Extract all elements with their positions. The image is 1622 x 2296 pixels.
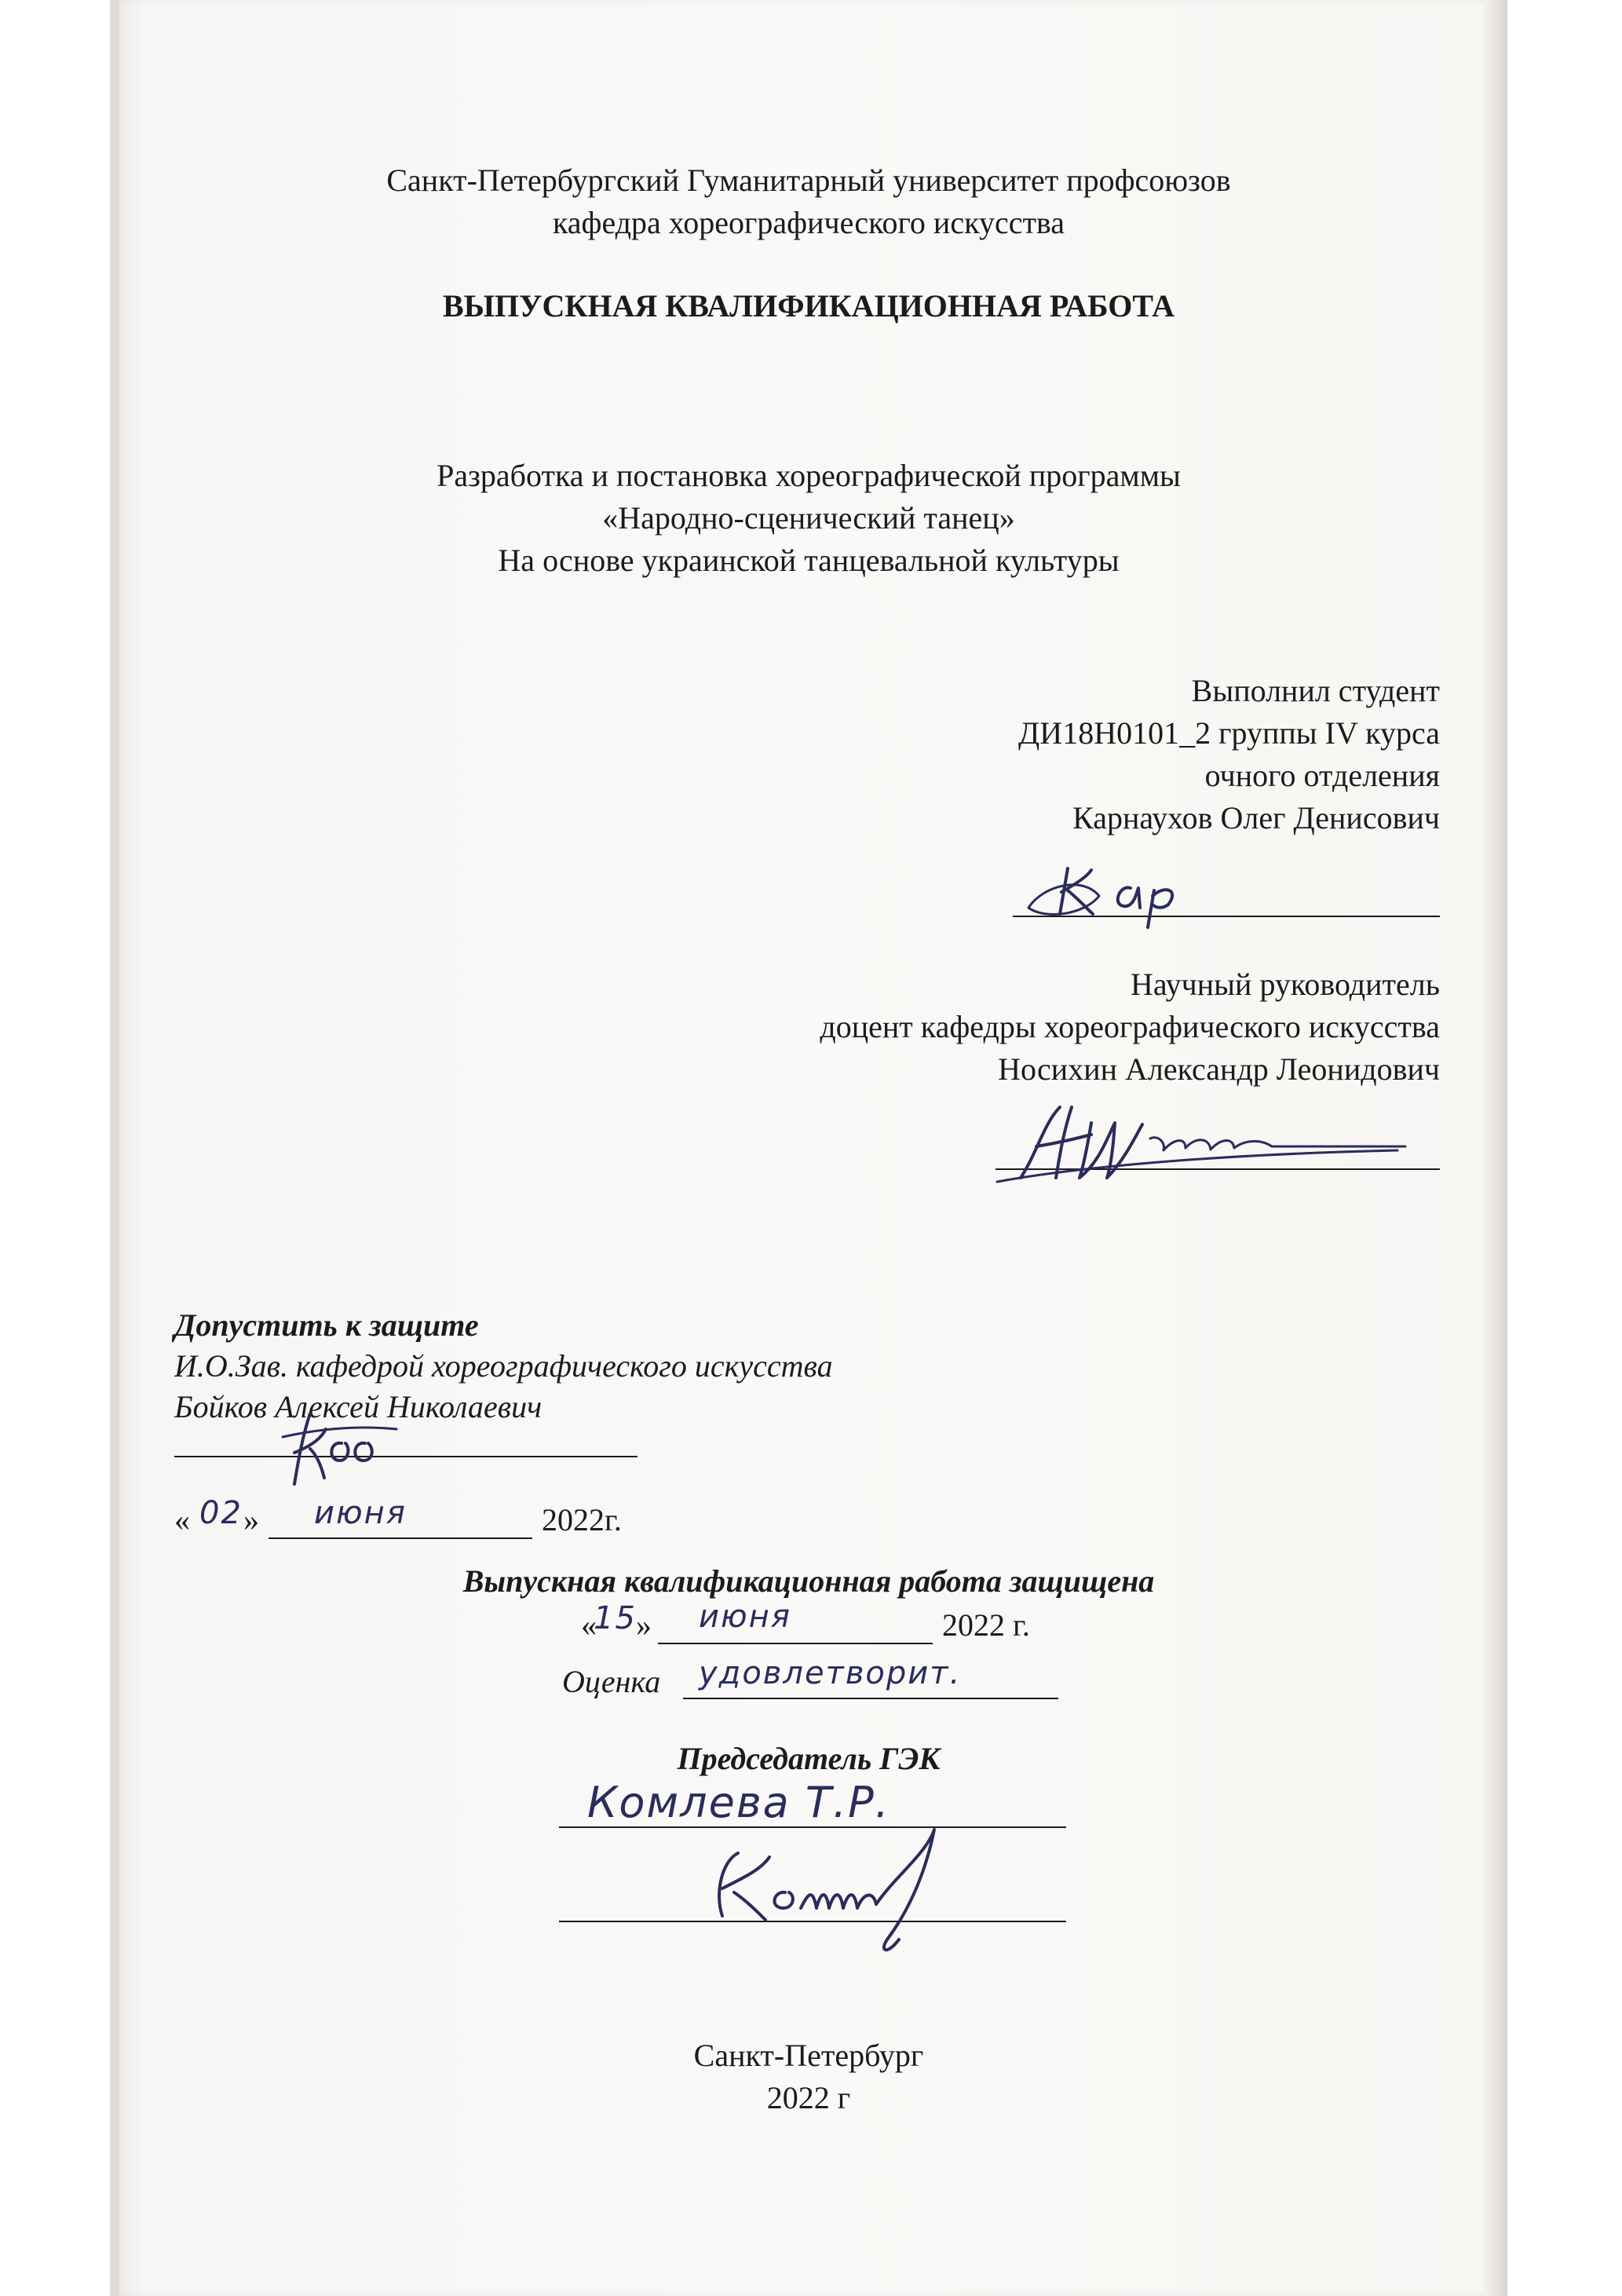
grade-value: удовлетворит. (699, 1655, 962, 1691)
chair-label: Председатель ГЭК (677, 1741, 941, 1776)
admission-date-open-quote: « (174, 1502, 190, 1537)
student-study-form: очного отделения (1204, 758, 1440, 793)
student-label: Выполнил студент (1191, 673, 1440, 708)
binding-spine (110, 0, 119, 2296)
admission-head-name: Бойков Алексей Николаевич (174, 1389, 542, 1424)
defense-date-year: 2022 г. (942, 1607, 1030, 1643)
supervisor-position: доцент кафедры хореографического искусства (820, 1009, 1440, 1044)
admission-date-month: июня (314, 1495, 407, 1531)
defense-date-day: 15 (594, 1600, 637, 1636)
grade-label: Оценка (562, 1664, 661, 1699)
admission-signature-line (174, 1456, 637, 1457)
student-name: Карнаухов Олег Денисович (1072, 800, 1440, 835)
chair-signature (691, 1822, 974, 1955)
chair-name: Комлева Т.Р. (587, 1778, 890, 1827)
defense-title: Выпускная квалификационная работа защищена (462, 1563, 1155, 1599)
student-signature (1013, 853, 1217, 931)
admission-position: И.О.Зав. кафедрой хореографического искусства (174, 1348, 833, 1384)
defense-date-open-quote: « (581, 1607, 597, 1643)
document-title: ВЫПУСКНАЯ КВАЛИФИКАЦИОННАЯ РАБОТА (443, 288, 1174, 324)
topic-line-1: Разработка и постановка хореографической программы (437, 458, 1181, 493)
admission-signature (279, 1406, 404, 1492)
defense-date-month: июня (699, 1599, 791, 1635)
admission-date-day: 02 (199, 1495, 243, 1531)
admission-date-year: 2022г. (542, 1502, 622, 1537)
topic-line-2: «Народно-сценический танец» (602, 500, 1015, 536)
admission-date-close-quote: » (243, 1502, 259, 1537)
student-group: ДИ18Н0101_2 группы IV курса (1018, 715, 1440, 751)
footer-year: 2022 г (766, 2080, 851, 2115)
supervisor-label: Научный руководитель (1131, 967, 1440, 1002)
defense-date-close-quote: » (636, 1607, 652, 1643)
university-name: Санкт-Петербургский Гуманитарный университет профсоюзов (386, 163, 1231, 198)
admission-title: Допустить к защите (174, 1307, 479, 1343)
supervisor-signature (989, 1091, 1429, 1194)
admission-month-line (269, 1537, 532, 1539)
department-name: кафедра хореографического искусства (552, 205, 1065, 240)
footer-city: Санкт-Петербург (693, 2038, 924, 2073)
defense-month-line (658, 1643, 933, 1644)
topic-line-3: На основе украинской танцевальной культуры (498, 543, 1120, 578)
page-edge-stack (1484, 0, 1507, 2296)
supervisor-name: Носихин Александр Леонидович (998, 1051, 1440, 1087)
grade-line (683, 1698, 1058, 1699)
